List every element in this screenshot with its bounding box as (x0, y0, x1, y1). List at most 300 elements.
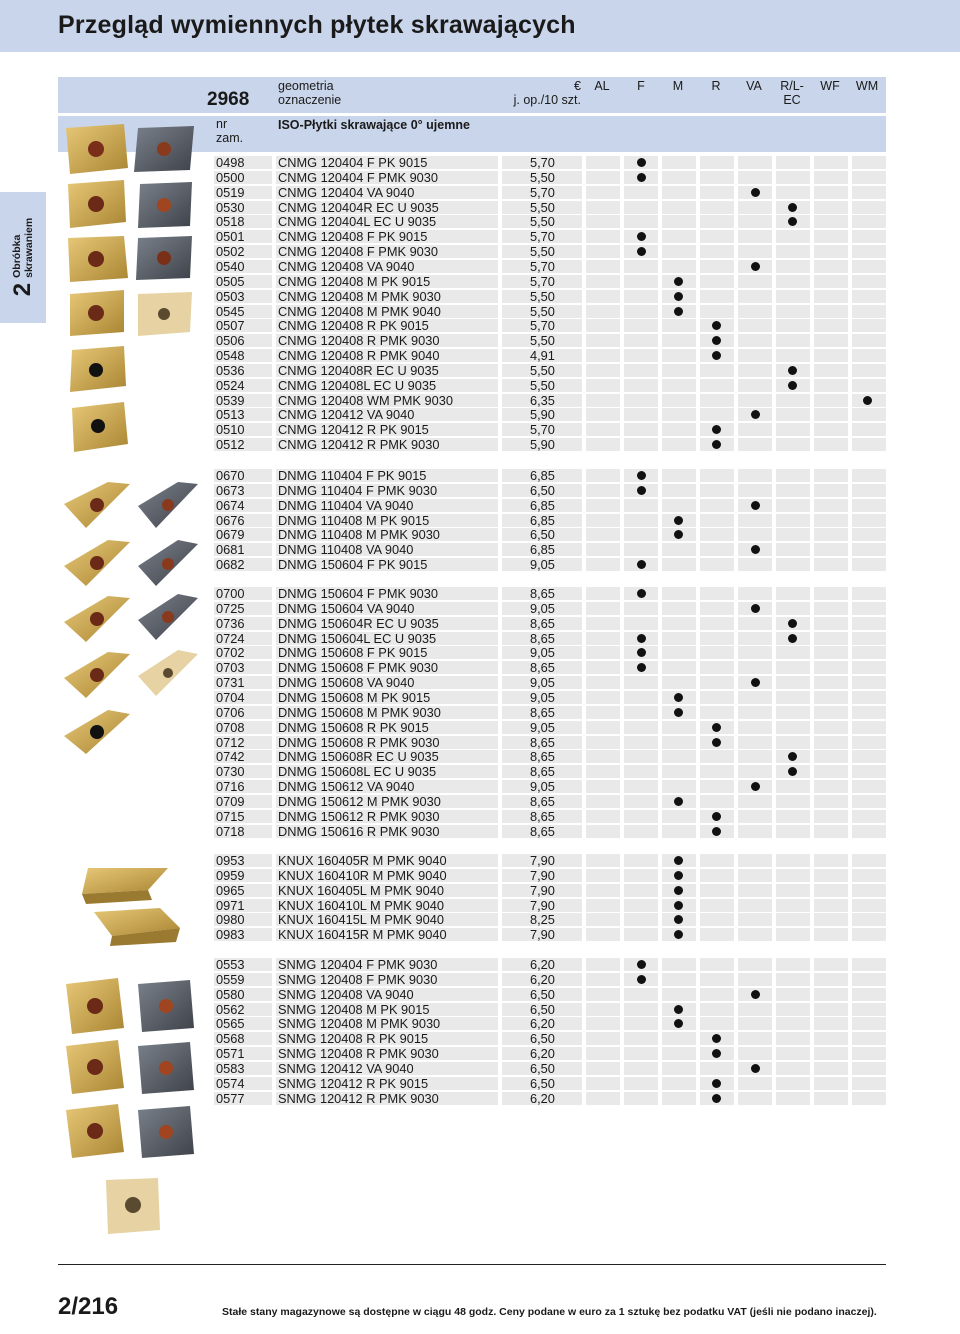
table-cell-bg (738, 1077, 772, 1090)
table-cell-bg (814, 558, 848, 571)
order-number: 0519 (216, 184, 245, 200)
table-cell-bg (738, 869, 772, 882)
table-cell-bg (624, 528, 658, 541)
table-cell-bg (662, 334, 696, 347)
unit-price: 6,85 (530, 497, 555, 513)
table-cell-bg (624, 1047, 658, 1060)
unit-price: 5,50 (530, 288, 555, 304)
table-cell-bg (700, 543, 734, 556)
table-cell-bg (700, 379, 734, 392)
table-cell-bg (738, 201, 772, 214)
table-cell-bg (700, 750, 734, 763)
table-cell-bg (814, 587, 848, 600)
application-dot-icon (637, 960, 646, 969)
product-designation: CNMG 120412 VA 9040 (278, 407, 415, 423)
table-cell-bg (586, 558, 620, 571)
table-cell-bg (776, 290, 810, 303)
application-dot-icon (674, 693, 683, 702)
table-cell-bg (700, 230, 734, 243)
table-cell-bg (776, 602, 810, 615)
order-number: 0512 (216, 437, 245, 453)
table-cell-bg (814, 499, 848, 512)
table-cell-bg (852, 721, 886, 734)
table-cell-bg (852, 632, 886, 645)
application-dot-icon (788, 634, 797, 643)
table-cell-bg (700, 469, 734, 482)
unit-price: 6,50 (530, 1075, 555, 1091)
unit-price: 7,90 (530, 927, 555, 943)
table-cell-bg (814, 1062, 848, 1075)
table-cell-bg (624, 1017, 658, 1030)
table-cell-bg (624, 305, 658, 318)
table-cell-bg (776, 869, 810, 882)
unit-price: 5,50 (530, 333, 555, 349)
column-header-va: VA (746, 79, 762, 93)
product-designation: KNUX 160405L M PMK 9040 (278, 882, 444, 898)
table-cell-bg (662, 676, 696, 689)
section-title: ISO-Płytki skrawające 0° ujemne (278, 118, 470, 132)
table-cell-bg (852, 973, 886, 986)
product-designation: DNMG 110404 F PMK 9030 (278, 482, 438, 498)
table-cell-bg (814, 958, 848, 971)
chapter-title-line1: Obróbka (11, 234, 23, 278)
table-cell-bg (586, 825, 620, 838)
table-cell-bg (852, 736, 886, 749)
table-cell-bg (586, 587, 620, 600)
table-cell-bg (738, 795, 772, 808)
table-cell-bg (852, 1003, 886, 1016)
order-number: 0704 (216, 690, 245, 705)
table-cell-bg (814, 290, 848, 303)
unit-price: 8,65 (530, 808, 555, 824)
application-dot-icon (751, 678, 760, 687)
table-cell-bg (852, 706, 886, 719)
table-cell-bg (662, 558, 696, 571)
table-cell-bg (852, 958, 886, 971)
table-cell-bg (738, 305, 772, 318)
table-cell-bg (624, 899, 658, 912)
table-cell-bg (814, 795, 848, 808)
table-cell-bg (700, 765, 734, 778)
table-cell-bg (586, 676, 620, 689)
table-cell-bg (586, 632, 620, 645)
table-cell-bg (624, 884, 658, 897)
table-cell-bg (814, 275, 848, 288)
title-bar (0, 0, 960, 52)
application-dot-icon (712, 1094, 721, 1103)
table-cell-bg (624, 186, 658, 199)
product-designation: CNMG 120408 M PMK 9040 (278, 303, 441, 319)
table-cell-bg (700, 484, 734, 497)
unit-price: 5,70 (530, 318, 555, 334)
table-cell-bg (662, 499, 696, 512)
product-designation: CNMG 120408 WM PMK 9030 (278, 392, 453, 408)
application-dot-icon (674, 516, 683, 525)
table-cell-bg (776, 1017, 810, 1030)
table-cell-bg (586, 854, 620, 867)
table-cell-bg (700, 305, 734, 318)
unit-price: 8,65 (530, 793, 555, 809)
product-designation: CNMG 120408 R PMK 9030 (278, 333, 440, 349)
table-cell-bg (776, 691, 810, 704)
product-designation: SNMG 120412 R PMK 9030 (278, 1090, 439, 1106)
table-cell-bg (852, 691, 886, 704)
table-cell-bg (814, 706, 848, 719)
unit-price: 5,90 (530, 407, 555, 423)
unit-price: 6,50 (530, 482, 555, 498)
unit-price: 5,50 (530, 377, 555, 393)
order-number: 0580 (216, 986, 245, 1002)
table-cell-bg (624, 810, 658, 823)
product-designation: DNMG 150612 M PMK 9030 (278, 793, 441, 809)
table-cell-bg (776, 408, 810, 421)
table-cell-bg (662, 379, 696, 392)
product-designation: DNMG 150604 VA 9040 (278, 600, 415, 616)
table-cell-bg (586, 334, 620, 347)
table-cell-bg (700, 156, 734, 169)
application-dot-icon (712, 336, 721, 345)
table-cell-bg (662, 1047, 696, 1060)
unit-price: 7,90 (530, 882, 555, 898)
table-cell-bg (624, 1032, 658, 1045)
table-cell-bg (700, 1062, 734, 1075)
table-cell-bg (586, 602, 620, 615)
table-cell-bg (624, 795, 658, 808)
table-cell-bg (852, 1047, 886, 1060)
table-cell-bg (776, 721, 810, 734)
unit-price: 8,65 (530, 823, 555, 839)
table-cell-bg (700, 587, 734, 600)
application-dot-icon (751, 545, 760, 554)
table-row (0, 810, 960, 823)
table-cell-bg (852, 810, 886, 823)
table-cell-bg (738, 973, 772, 986)
table-cell-bg (662, 484, 696, 497)
table-cell-bg (776, 528, 810, 541)
table-cell-bg (814, 201, 848, 214)
table-cell-bg (738, 928, 772, 941)
table-cell-bg (776, 469, 810, 482)
table-cell-bg (852, 469, 886, 482)
unit-price: 5,90 (530, 437, 555, 453)
column-header-f: F (637, 79, 645, 93)
table-cell-bg (852, 899, 886, 912)
column-header-m: M (672, 79, 684, 93)
unit-price: 8,65 (530, 704, 555, 720)
table-cell-bg (814, 319, 848, 332)
cnmg-insert-image (58, 118, 204, 458)
table-cell-bg (738, 721, 772, 734)
application-dot-icon (788, 752, 797, 761)
table-cell-bg (776, 334, 810, 347)
unit-price: 5,50 (530, 244, 555, 260)
page-number: 2/216 (58, 1293, 119, 1320)
application-dot-icon (712, 1049, 721, 1058)
application-dot-icon (674, 856, 683, 865)
table-cell-bg (662, 1092, 696, 1105)
order-number: 0539 (216, 392, 245, 408)
table-cell-bg (738, 1017, 772, 1030)
table-cell-bg (662, 423, 696, 436)
table-cell-bg (852, 290, 886, 303)
table-cell-bg (814, 1047, 848, 1060)
column-header-al: AL (594, 79, 610, 93)
table-cell-bg (738, 379, 772, 392)
application-dot-icon (788, 203, 797, 212)
table-cell-bg (624, 825, 658, 838)
order-number: 0518 (216, 214, 245, 230)
product-designation: DNMG 110408 M PMK 9030 (278, 527, 440, 543)
application-dot-icon (637, 648, 646, 657)
table-cell-bg (662, 245, 696, 258)
application-dot-icon (637, 173, 646, 182)
table-cell-bg (662, 661, 696, 674)
table-cell-bg (586, 215, 620, 228)
unit-price: 4,91 (530, 348, 555, 363)
table-cell-bg (624, 334, 658, 347)
table-cell-bg (586, 230, 620, 243)
table-row (0, 765, 960, 778)
table-cell-bg (738, 617, 772, 630)
table-cell-bg (624, 1077, 658, 1090)
table-cell-bg (662, 602, 696, 615)
product-designation: DNMG 110404 F PK 9015 (278, 468, 427, 483)
unit-price: 6,20 (530, 1090, 555, 1106)
unit-price: 8,65 (530, 749, 555, 765)
geometry-header (278, 79, 341, 107)
table-cell-bg (586, 646, 620, 659)
order-number-header-line1: nr (216, 117, 228, 131)
order-number: 0703 (216, 660, 245, 676)
table-cell-bg (814, 661, 848, 674)
table-cell-bg (776, 230, 810, 243)
application-dot-icon (674, 292, 683, 301)
order-number: 0681 (216, 542, 245, 558)
table-cell-bg (700, 558, 734, 571)
geometry-header-line2: oznaczenie (278, 93, 342, 107)
order-number: 0953 (216, 853, 245, 868)
table-cell-bg (700, 364, 734, 377)
table-cell-bg (586, 973, 620, 986)
table-cell-bg (662, 988, 696, 1001)
table-cell-bg (700, 928, 734, 941)
order-number: 0577 (216, 1090, 245, 1106)
application-dot-icon (674, 915, 683, 924)
order-number: 0540 (216, 258, 245, 274)
table-cell-bg (586, 1032, 620, 1045)
product-designation: DNMG 150604 F PMK 9030 (278, 586, 439, 601)
application-dot-icon (751, 262, 760, 271)
application-dot-icon (674, 277, 683, 286)
table-cell-bg (662, 825, 696, 838)
table-cell-bg (776, 514, 810, 527)
table-cell-bg (586, 617, 620, 630)
table-cell-bg (700, 1017, 734, 1030)
table-cell-bg (586, 364, 620, 377)
application-dot-icon (712, 1079, 721, 1088)
order-number: 0524 (216, 377, 245, 393)
chapter-title-line2: skrawaniem (23, 217, 35, 278)
application-dot-icon (751, 604, 760, 613)
table-cell-bg (586, 899, 620, 912)
table-cell-bg (776, 349, 810, 362)
product-designation: KNUX 160415R M PMK 9040 (278, 927, 447, 943)
unit-price: 8,65 (530, 615, 555, 631)
table-cell-bg (814, 528, 848, 541)
table-cell-bg (624, 988, 658, 1001)
table-cell-bg (662, 1032, 696, 1045)
table-cell-bg (586, 543, 620, 556)
table-cell-bg (624, 1092, 658, 1105)
table-cell-bg (814, 869, 848, 882)
table-cell-bg (738, 275, 772, 288)
unit-price: 8,65 (530, 660, 555, 676)
unit-price: 5,50 (530, 303, 555, 319)
table-cell-bg (738, 691, 772, 704)
table-cell-bg (700, 973, 734, 986)
table-cell-bg (662, 408, 696, 421)
table-cell-bg (814, 765, 848, 778)
table-cell-bg (738, 514, 772, 527)
product-designation: SNMG 120412 VA 9040 (278, 1061, 414, 1076)
table-cell-bg (814, 973, 848, 986)
product-designation: SNMG 120408 M PMK 9030 (278, 1016, 441, 1032)
table-cell-bg (814, 988, 848, 1001)
unit-price: 9,05 (530, 779, 555, 794)
application-dot-icon (712, 827, 721, 836)
price-header (505, 79, 581, 107)
table-cell-bg (700, 215, 734, 228)
unit-price: 7,90 (530, 867, 555, 883)
table-cell-bg (852, 676, 886, 689)
table-cell-bg (738, 632, 772, 645)
table-cell-bg (814, 484, 848, 497)
order-number: 0536 (216, 362, 245, 378)
product-designation: DNMG 110408 VA 9040 (278, 542, 414, 558)
unit-price: 9,05 (530, 690, 555, 705)
table-cell-bg (776, 260, 810, 273)
unit-price: 6,85 (530, 512, 555, 528)
table-cell-bg (776, 706, 810, 719)
unit-price: 6,20 (530, 1046, 555, 1062)
table-cell-bg (852, 260, 886, 273)
table-cell-bg (852, 661, 886, 674)
table-cell-bg (814, 186, 848, 199)
table-cell-bg (586, 528, 620, 541)
table-cell-bg (814, 1017, 848, 1030)
order-number: 0562 (216, 1001, 245, 1017)
table-cell-bg (700, 499, 734, 512)
table-cell-bg (700, 869, 734, 882)
product-designation: SNMG 120408 R PK 9015 (278, 1031, 429, 1047)
application-dot-icon (751, 1064, 760, 1073)
table-cell-bg (852, 869, 886, 882)
table-cell-bg (586, 514, 620, 527)
table-cell-bg (586, 305, 620, 318)
table-cell-bg (624, 854, 658, 867)
table-cell-bg (586, 1062, 620, 1075)
product-designation: CNMG 120404 F PK 9015 (278, 155, 428, 170)
table-cell-bg (700, 245, 734, 258)
table-cell-bg (624, 514, 658, 527)
table-cell-bg (814, 543, 848, 556)
table-cell-bg (814, 230, 848, 243)
product-designation: SNMG 120404 F PMK 9030 (278, 957, 438, 972)
table-cell-bg (852, 1062, 886, 1075)
table-cell-bg (814, 215, 848, 228)
product-designation: KNUX 160405R M PMK 9040 (278, 853, 447, 868)
table-cell-bg (852, 423, 886, 436)
table-cell-bg (776, 305, 810, 318)
product-designation: SNMG 120408 F PMK 9030 (278, 971, 438, 987)
table-cell-bg (624, 928, 658, 941)
table-cell-bg (662, 958, 696, 971)
product-designation: CNMG 120404R EC U 9035 (278, 199, 439, 215)
product-designation: CNMG 120404L EC U 9035 (278, 214, 437, 230)
table-cell-bg (814, 750, 848, 763)
table-cell-bg (814, 260, 848, 273)
table-cell-bg (662, 319, 696, 332)
table-cell-bg (738, 1032, 772, 1045)
application-dot-icon (674, 307, 683, 316)
product-designation: CNMG 120404 VA 9040 (278, 184, 415, 200)
table-cell-bg (738, 438, 772, 451)
unit-price: 5,70 (530, 155, 555, 170)
order-number: 0571 (216, 1046, 245, 1062)
table-cell-bg (738, 1003, 772, 1016)
application-dot-icon (751, 501, 760, 510)
table-cell-bg (814, 408, 848, 421)
table-cell-bg (852, 334, 886, 347)
table-cell-bg (662, 438, 696, 451)
table-cell-bg (662, 810, 696, 823)
table-cell-bg (776, 484, 810, 497)
table-cell-bg (700, 632, 734, 645)
table-cell-bg (624, 602, 658, 615)
table-cell-bg (776, 899, 810, 912)
table-cell-bg (662, 349, 696, 362)
table-cell-bg (586, 423, 620, 436)
table-cell-bg (738, 854, 772, 867)
table-cell-bg (624, 617, 658, 630)
table-cell-bg (586, 988, 620, 1001)
table-cell-bg (624, 750, 658, 763)
table-cell-bg (776, 780, 810, 793)
unit-price: 5,50 (530, 362, 555, 378)
table-cell-bg (814, 825, 848, 838)
table-cell-bg (814, 469, 848, 482)
table-cell-bg (662, 750, 696, 763)
table-cell-bg (852, 156, 886, 169)
table-cell-bg (814, 632, 848, 645)
table-cell-bg (586, 750, 620, 763)
table-cell-bg (586, 408, 620, 421)
table-cell-bg (662, 736, 696, 749)
table-row (0, 795, 960, 808)
table-cell-bg (586, 469, 620, 482)
order-number: 0545 (216, 303, 245, 319)
product-designation: SNMG 120408 M PK 9015 (278, 1001, 430, 1017)
unit-price: 9,05 (530, 719, 555, 735)
application-dot-icon (637, 560, 646, 569)
order-number: 0712 (216, 734, 245, 750)
table-cell-bg (738, 469, 772, 482)
table-cell-bg (586, 1077, 620, 1090)
order-number: 0983 (216, 927, 245, 943)
order-number: 0574 (216, 1075, 245, 1091)
unit-price: 6,85 (530, 542, 555, 558)
table-cell-bg (586, 913, 620, 926)
